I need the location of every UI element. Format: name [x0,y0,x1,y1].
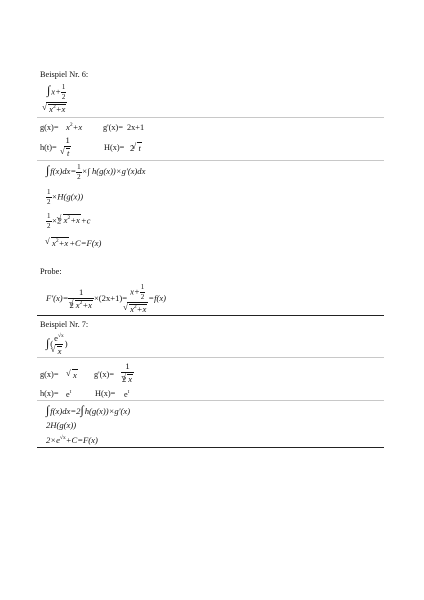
H-label: H(x)= [104,143,125,152]
substitution-step-1: ∫f(x)dx= $\frac{1}{2}$ ×∫ h(g(x))×g'(x)dx [46,162,146,181]
h7-label: h(x)= [40,389,59,398]
g7-expression: √ x [71,369,78,380]
H7-label: H(x)= [95,389,116,398]
section-divider [37,315,384,316]
g7prime-label: g'(x)= [94,370,114,379]
integral-fraction: ∫x+ $\frac{1}{2}$ √ $x^2+x$ [46,84,67,114]
g-label: g(x)= [40,123,59,132]
gprime-expression: 2x+1 [127,123,145,132]
substitution-step-2: $\frac{1}{2}$ ×H(g(x)) [47,188,84,206]
h7-expression: $e^t$ [66,389,72,399]
probe-equation: F'(x)= $\frac{1}{2√ x^2+x}$ ×(2x+1)= x+ $\frac{1}{2}$ √ $x^2+x$ =f(x) [46,284,166,314]
H7-expression: $e^t$ [124,389,130,399]
probe-heading: Probe: [40,267,62,276]
substitution-step-4: √ $x^2+x+C=F(x)$ [50,237,101,248]
section-divider [37,447,384,448]
example-7-step-3: $2\times e^{√x}+C=F(x)$ [46,435,98,445]
H-expression: 2 √ t [130,142,142,153]
g-expression: $x^2+x$ [66,122,83,132]
g7-label: g(x)= [40,370,59,379]
substitution-step-3: $\frac{1}{2}$ ×2√ $x^2+x+c$ [46,213,90,230]
example-6-integral [46,84,67,114]
gprime-label: g'(x)= [103,123,123,132]
divider [37,357,384,358]
example-7-integral: ∫( $e^{√x}$ √ x ) [46,334,68,355]
example-7-heading: Beispiel Nr. 7: [40,320,89,329]
example-7-step-2: 2H(g(x)) [46,420,77,430]
h-expression: 1 √ t [64,136,71,157]
h-label: h(t)= [40,143,57,152]
example-7-step-1: ∫f(x)dx=2∫h(g(x))×g'(x) [46,403,131,417]
divider [37,160,384,161]
divider [37,400,384,401]
example-6-heading: Beispiel Nr. 6: [40,70,89,79]
divider [37,117,384,118]
g7prime-expression: $\frac{1}{2√ x}$ [121,362,134,383]
